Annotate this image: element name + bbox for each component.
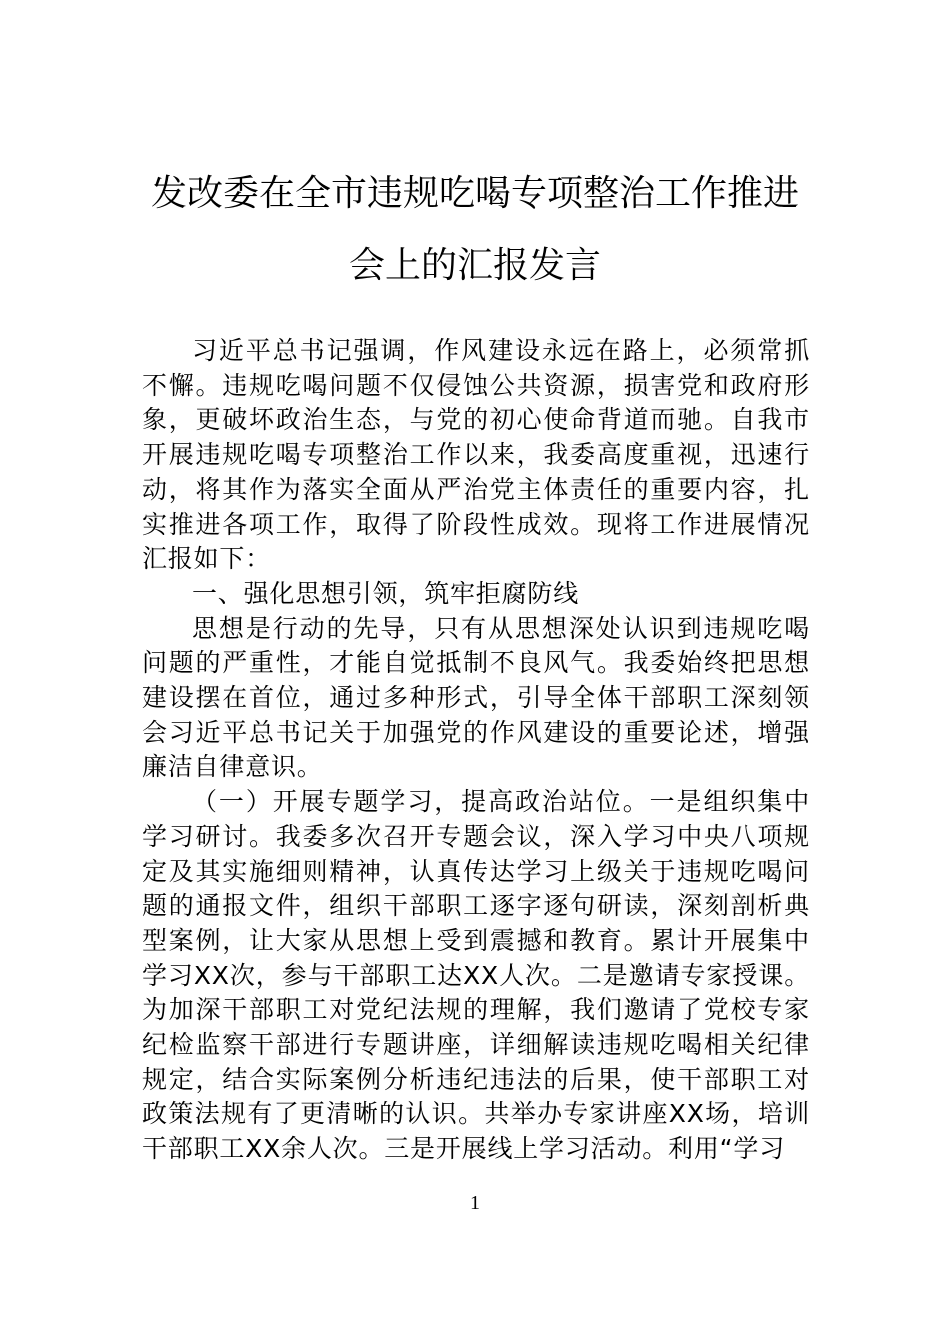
page-number: 1	[470, 1192, 480, 1214]
document-title-line-2: 会上的汇报发言	[348, 245, 601, 286]
paragraph-subsection-1: （一）开展专题学习，提高政治站位。一是组织集中学习研讨。我委多次召开专题会议，深入学习中央八项规定及其实施细则精神，认真传达学习上级关于违规吃喝问题的通报文件，组织干部职工逐字逐句研读，深刻剖析典型案例，让大家从思想上受到震撼和教育。累计开展集中学习XX次，参与干部职工达XX人次。二是邀请专家授课。为加深干部职工对党纪法规的理解，我们邀请了党校专家纪检监察干部进行专题讲座，详细解读违规吃喝相关纪律规定，结合实际案例分析违纪违法的后果，使干部职工对政策法规有了更清晰的认识。共举办专家讲座XX场，培训干部职工XX余人次。三是开展线上学习活动。利用“学习	[142, 787, 810, 1164]
paragraph-section-1: 思想是行动的先导，只有从思想深处认识到违规吃喝问题的严重性，才能自觉抵制不良风气。我委始终把思想建设摆在首位，通过多种形式，引导全体干部职工深刻领会习近平总书记关于加强党的作风建设的重要论述，增强廉洁自律意识。	[142, 613, 810, 782]
document-body	[142, 334, 810, 1167]
paragraph-intro: 习近平总书记强调，作风建设永远在路上，必须常抓不懈。违规吃喝问题不仅侵蚀公共资源，损害党和政府形象，更破坏政治生态，与党的初心使命背道而驰。自我市开展违规吃喝专项整治工作以来，我委高度重视，迅速行动，将其作为落实全面从严治党主体责任的重要内容，扎实推进各项工作，取得了阶段性成效。现将工作进展情况汇报如下：	[142, 336, 810, 574]
section-heading-1: 一、强化思想引领，筑牢拒腐防线	[192, 578, 580, 608]
document-title-line-1: 发改委在全市违规吃喝专项整治工作推进	[150, 173, 799, 214]
